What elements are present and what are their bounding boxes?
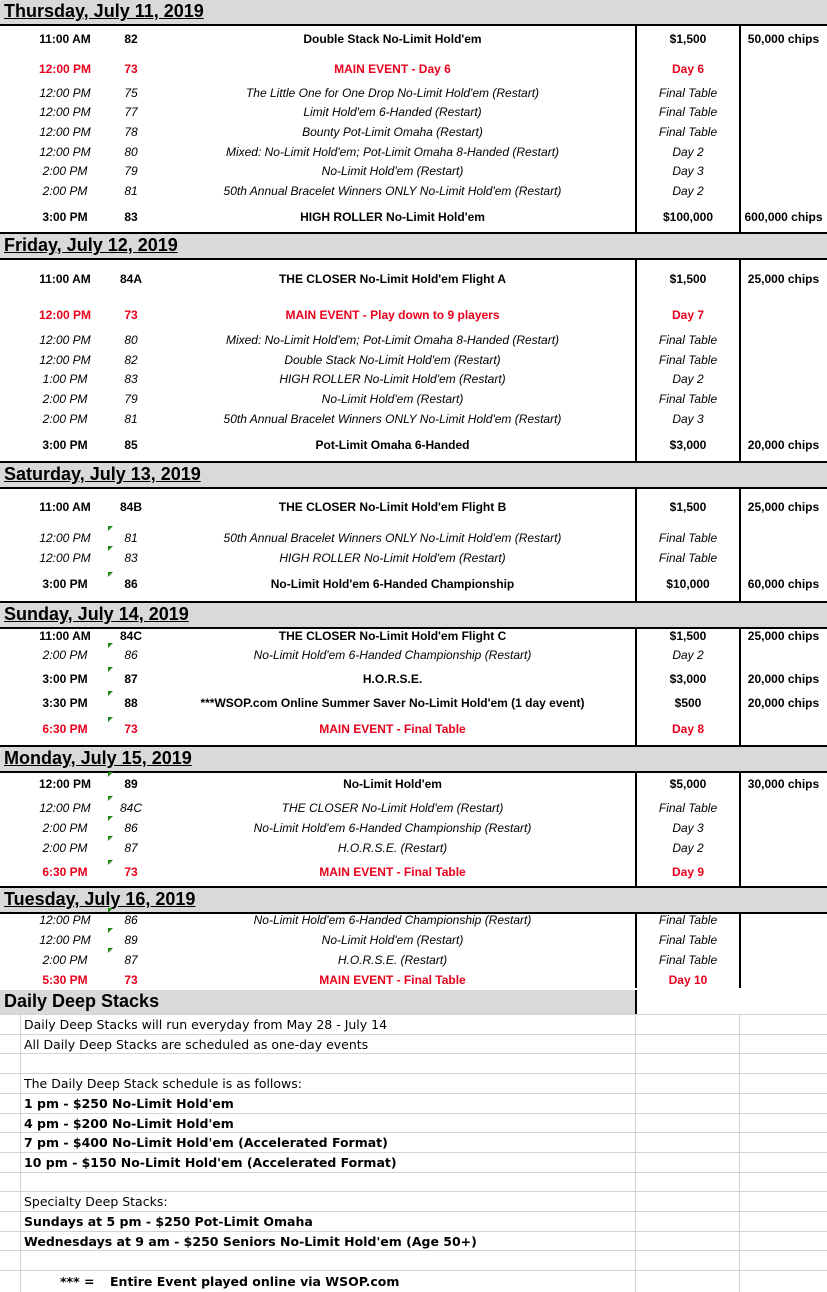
schedule-row (0, 125, 827, 141)
event-time: 2:00 PM (42, 841, 88, 855)
event-number: 86 (124, 821, 138, 835)
schedule-row (0, 145, 827, 161)
event-number: 80 (124, 145, 138, 159)
event-name: No-Limit Hold'em (343, 777, 442, 791)
day-title: Thursday, July 11, 2019 (4, 1, 204, 21)
event-name: No-Limit Hold'em (Restart) (321, 164, 464, 178)
grid-line (0, 1231, 827, 1232)
day-title: Sunday, July 14, 2019 (4, 604, 189, 624)
event-name: Bounty Pot-Limit Omaha (Restart) (302, 125, 483, 139)
cell-comment-marker (108, 908, 113, 913)
event-name: No-Limit Hold'em (Restart) (321, 392, 464, 406)
event-number: 86 (124, 577, 138, 591)
cell-comment-marker (108, 526, 113, 531)
grid-line (0, 1053, 827, 1054)
deep-stacks-line: Specialty Deep Stacks: (24, 1194, 168, 1209)
event-name: Pot-Limit Omaha 6-Handed (315, 438, 470, 452)
schedule-row (0, 801, 827, 817)
event-buyin: Final Table (658, 86, 718, 100)
event-buyin: Day 6 (671, 62, 705, 76)
event-name: Mixed: No-Limit Hold'em; Pot-Limit Omaha 8-Handed (Restart) (225, 333, 560, 347)
deep-stacks-line: 4 pm - $200 No-Limit Hold'em (24, 1116, 234, 1131)
cell-comment-marker (108, 948, 113, 953)
event-number: 87 (124, 841, 138, 855)
event-name: HIGH ROLLER No-Limit Hold'em (300, 210, 485, 224)
cell-comment-marker (108, 717, 113, 722)
event-chips: 25,000 chips (747, 500, 820, 514)
schedule-row (0, 973, 827, 989)
event-buyin: $500 (674, 696, 702, 710)
event-buyin: $1,500 (669, 32, 707, 46)
event-number: 73 (124, 308, 138, 322)
event-number: 80 (124, 333, 138, 347)
cell-comment-marker (108, 772, 113, 777)
event-time: 6:30 PM (42, 865, 88, 879)
event-time: 5:30 PM (42, 973, 88, 987)
event-number: 86 (124, 648, 138, 662)
schedule-row (0, 777, 827, 793)
event-buyin: Final Table (658, 105, 718, 119)
schedule-row (0, 531, 827, 547)
event-chips: 50,000 chips (747, 32, 820, 46)
event-number: 84B (119, 500, 142, 514)
event-buyin: Day 2 (672, 184, 704, 198)
deep-stacks-line: Daily Deep Stacks will run everyday from May 28 - July 14 (24, 1017, 388, 1032)
event-number: 73 (124, 865, 138, 879)
grid-line (0, 1014, 827, 1015)
deep-stacks-line: 7 pm - $400 No-Limit Hold'em (Accelerated Format) (24, 1135, 388, 1150)
event-time: 11:00 AM (39, 32, 91, 46)
event-number: 82 (124, 353, 138, 367)
schedule-row (0, 392, 827, 408)
schedule-row (0, 500, 827, 516)
event-name: THE CLOSER No-Limit Hold'em Flight A (278, 272, 507, 286)
event-name: THE CLOSER No-Limit Hold'em (Restart) (281, 801, 504, 815)
event-time: 12:00 PM (38, 62, 92, 76)
event-buyin: Day 9 (671, 865, 705, 879)
deep-stacks-line: The Daily Deep Stack schedule is as follows: (24, 1076, 303, 1091)
grid-line (0, 1172, 827, 1173)
cell-comment-marker (108, 572, 113, 577)
event-buyin: Day 2 (672, 372, 704, 386)
event-time: 12:00 PM (39, 551, 91, 565)
cell-comment-marker (108, 928, 113, 933)
event-chips: 20,000 chips (747, 696, 820, 710)
event-name: H.O.R.S.E. (Restart) (337, 953, 448, 967)
cell-comment-marker (108, 796, 113, 801)
event-time: 6:30 PM (42, 722, 88, 736)
schedule-row (0, 696, 827, 712)
event-time: 11:00 AM (39, 500, 91, 514)
event-name: MAIN EVENT - Play down to 9 players (285, 308, 500, 322)
event-buyin: $100,000 (662, 210, 714, 224)
event-chips: 25,000 chips (747, 629, 820, 643)
event-number: 81 (124, 184, 138, 198)
event-chips: 20,000 chips (747, 672, 820, 686)
schedule-row (0, 372, 827, 388)
grid-line (0, 1034, 827, 1035)
cell-comment-marker (108, 860, 113, 865)
event-chips: 30,000 chips (747, 777, 820, 791)
grid-line (0, 1093, 827, 1094)
event-number: 75 (124, 86, 138, 100)
event-buyin: Day 2 (672, 841, 704, 855)
grid-line (0, 1270, 827, 1271)
event-time: 3:00 PM (42, 577, 88, 591)
event-time: 12:00 PM (39, 933, 91, 947)
event-buyin: $10,000 (666, 577, 710, 591)
event-time: 2:00 PM (42, 412, 88, 426)
event-time: 12:00 PM (39, 125, 91, 139)
day-header (0, 603, 827, 627)
schedule-row (0, 648, 827, 664)
schedule-row (0, 629, 827, 645)
event-buyin: Day 2 (672, 648, 704, 662)
event-name: ***WSOP.com Online Summer Saver No-Limit Hold'em (1 day event) (200, 696, 585, 710)
event-buyin: $3,000 (669, 438, 707, 452)
event-name: MAIN EVENT - Final Table (319, 865, 466, 879)
event-number: 87 (124, 953, 138, 967)
deep-stacks-line: All Daily Deep Stacks are scheduled as one-day events (24, 1037, 369, 1052)
event-time: 11:00 AM (39, 272, 91, 286)
schedule-row (0, 105, 827, 121)
event-name: No-Limit Hold'em 6-Handed Championship (270, 577, 515, 591)
header-rule (0, 258, 827, 260)
event-time: 2:00 PM (42, 821, 88, 835)
day-title: Tuesday, July 16, 2019 (4, 889, 196, 909)
event-name: 50th Annual Bracelet Winners ONLY No-Limit Hold'em (Restart) (223, 531, 562, 545)
event-time: 3:30 PM (42, 696, 88, 710)
event-number: 84A (119, 272, 142, 286)
schedule-row (0, 577, 827, 593)
event-buyin: Final Table (658, 953, 718, 967)
event-number: 83 (124, 551, 138, 565)
event-time: 12:00 PM (39, 333, 91, 347)
event-number: 79 (124, 164, 138, 178)
event-number: 87 (124, 672, 138, 686)
event-buyin: $1,500 (669, 272, 707, 286)
schedule-row (0, 953, 827, 969)
event-number: 89 (124, 777, 138, 791)
event-buyin: Day 10 (668, 973, 708, 987)
schedule-row (0, 865, 827, 881)
schedule-row (0, 164, 827, 180)
event-buyin: Final Table (658, 333, 718, 347)
event-buyin: Day 2 (672, 145, 704, 159)
event-time: 2:00 PM (42, 953, 88, 967)
column-divider (635, 990, 637, 1014)
grid-line (0, 1073, 827, 1074)
day-header (0, 888, 827, 912)
event-chips: 60,000 chips (747, 577, 820, 591)
event-name: Limit Hold'em 6-Handed (Restart) (303, 105, 482, 119)
schedule-row (0, 86, 827, 102)
schedule-row (0, 551, 827, 567)
schedule-row (0, 184, 827, 200)
event-name: MAIN EVENT - Day 6 (334, 62, 451, 76)
event-number: 73 (124, 722, 138, 736)
event-name: 50th Annual Bracelet Winners ONLY No-Limit Hold'em (Restart) (223, 184, 562, 198)
cell-comment-marker (108, 667, 113, 672)
event-time: 12:00 PM (39, 86, 91, 100)
cell-comment-marker (108, 816, 113, 821)
event-time: 12:00 PM (39, 105, 91, 119)
grid-line (0, 1132, 827, 1133)
grid-line (0, 1211, 827, 1212)
event-buyin: Final Table (658, 531, 718, 545)
event-time: 3:00 PM (42, 438, 88, 452)
event-time: 12:00 PM (39, 531, 91, 545)
cell-comment-marker (108, 643, 113, 648)
event-time: 2:00 PM (42, 648, 88, 662)
event-number: 81 (124, 412, 138, 426)
event-name: Mixed: No-Limit Hold'em; Pot-Limit Omaha 8-Handed (Restart) (225, 145, 560, 159)
event-name: HIGH ROLLER No-Limit Hold'em (Restart) (279, 372, 506, 386)
schedule-row (0, 672, 827, 688)
day-title: Friday, July 12, 2019 (4, 235, 178, 255)
event-time: 3:00 PM (42, 210, 88, 224)
event-name: H.O.R.S.E. (362, 672, 423, 686)
event-name: Double Stack No-Limit Hold'em (303, 32, 482, 46)
schedule-row (0, 821, 827, 837)
event-buyin: Final Table (658, 801, 718, 815)
event-buyin: Day 3 (672, 821, 704, 835)
event-name: No-Limit Hold'em (Restart) (321, 933, 464, 947)
schedule-row (0, 272, 827, 288)
event-name: 50th Annual Bracelet Winners ONLY No-Limit Hold'em (Restart) (223, 412, 562, 426)
event-buyin: Day 7 (671, 308, 705, 322)
day-header (0, 0, 827, 24)
event-buyin: Final Table (658, 933, 718, 947)
event-buyin: $1,500 (669, 629, 707, 643)
event-number: 83 (124, 372, 138, 386)
grid-line (0, 1152, 827, 1153)
event-number: 85 (124, 438, 138, 452)
event-time: 11:00 AM (39, 629, 91, 643)
event-number: 78 (124, 125, 138, 139)
event-time: 12:00 PM (39, 801, 91, 815)
event-buyin: $3,000 (669, 672, 707, 686)
schedule-row (0, 210, 827, 226)
event-buyin: Day 8 (671, 722, 705, 736)
cell-comment-marker (108, 836, 113, 841)
event-name: THE CLOSER No-Limit Hold'em Flight B (278, 500, 507, 514)
event-name: No-Limit Hold'em 6-Handed Championship (Restart) (253, 821, 532, 835)
grid-line (0, 1113, 827, 1114)
event-buyin: Final Table (658, 392, 718, 406)
event-time: 2:00 PM (42, 392, 88, 406)
schedule-row (0, 913, 827, 929)
grid-line (0, 1191, 827, 1192)
grid-line (739, 1014, 740, 1292)
event-buyin: Day 3 (672, 164, 704, 178)
event-number: 81 (124, 531, 138, 545)
event-chips: 600,000 chips (744, 210, 823, 224)
deep-stacks-title: Daily Deep Stacks (4, 991, 160, 1011)
schedule-row (0, 722, 827, 738)
event-buyin: Final Table (658, 551, 718, 565)
header-rule (0, 771, 827, 773)
event-name: No-Limit Hold'em 6-Handed Championship (Restart) (253, 648, 532, 662)
event-buyin: $5,000 (669, 777, 707, 791)
day-title: Saturday, July 13, 2019 (4, 464, 201, 484)
event-number: 77 (124, 105, 138, 119)
cell-comment-marker (108, 691, 113, 696)
day-header (0, 463, 827, 487)
event-name: THE CLOSER No-Limit Hold'em Flight C (278, 629, 507, 643)
event-time: 12:00 PM (39, 913, 91, 927)
grid-line (20, 1014, 21, 1292)
event-number: 79 (124, 392, 138, 406)
event-number: 73 (124, 973, 138, 987)
event-number: 84C (119, 629, 142, 643)
event-name: H.O.R.S.E. (Restart) (337, 841, 448, 855)
deep-stacks-line: Sundays at 5 pm - $250 Pot-Limit Omaha (24, 1214, 313, 1229)
event-chips: 25,000 chips (747, 272, 820, 286)
deep-stacks-line: 10 pm - $150 No-Limit Hold'em (Accelerated Format) (24, 1155, 397, 1170)
event-number: 83 (124, 210, 138, 224)
cell-comment-marker (108, 546, 113, 551)
event-time: 12:00 PM (39, 145, 91, 159)
event-time: 12:00 PM (38, 777, 92, 791)
schedule-row (0, 353, 827, 369)
schedule-row (0, 308, 827, 324)
day-title: Monday, July 15, 2019 (4, 748, 192, 768)
event-time: 12:00 PM (38, 308, 92, 322)
schedule-row (0, 841, 827, 857)
event-chips: 20,000 chips (747, 438, 820, 452)
event-time: 12:00 PM (39, 353, 91, 367)
deep-stacks-line: 1 pm - $250 No-Limit Hold'em (24, 1096, 234, 1111)
event-name: HIGH ROLLER No-Limit Hold'em (Restart) (279, 551, 506, 565)
schedule-row (0, 933, 827, 949)
event-name: MAIN EVENT - Final Table (319, 722, 466, 736)
header-rule (0, 24, 827, 26)
event-time: 3:00 PM (42, 672, 88, 686)
event-name: The Little One for One Drop No-Limit Hold'em (Restart) (245, 86, 540, 100)
event-time: 2:00 PM (42, 164, 88, 178)
event-number: 82 (124, 32, 138, 46)
day-header (0, 747, 827, 771)
event-name: Double Stack No-Limit Hold'em (Restart) (284, 353, 501, 367)
event-buyin: $1,500 (669, 500, 707, 514)
event-buyin: Day 3 (672, 412, 704, 426)
deep-stacks-line: Wednesdays at 9 am - $250 Seniors No-Limit Hold'em (Age 50+) (24, 1234, 477, 1249)
event-name: No-Limit Hold'em 6-Handed Championship (Restart) (253, 913, 532, 927)
schedule-row (0, 412, 827, 428)
event-number: 89 (124, 933, 138, 947)
event-buyin: Final Table (658, 125, 718, 139)
event-number: 86 (124, 913, 138, 927)
event-time: 1:00 PM (42, 372, 88, 386)
day-header (0, 234, 827, 258)
schedule-row (0, 438, 827, 454)
event-number: 88 (124, 696, 138, 710)
footnote-text: Entire Event played online via WSOP.com (110, 1274, 400, 1289)
schedule-row (0, 333, 827, 349)
event-name: MAIN EVENT - Final Table (319, 973, 466, 987)
event-time: 2:00 PM (42, 184, 88, 198)
deep-stacks-header (0, 990, 635, 1014)
footnote-symbol: *** = (60, 1274, 95, 1289)
schedule-row (0, 62, 827, 78)
event-number: 73 (124, 62, 138, 76)
grid-line (0, 1250, 827, 1251)
header-rule (0, 487, 827, 489)
schedule-row (0, 32, 827, 48)
grid-line (635, 1014, 636, 1292)
event-buyin: Final Table (658, 353, 718, 367)
event-buyin: Final Table (658, 913, 718, 927)
event-number: 84C (119, 801, 142, 815)
